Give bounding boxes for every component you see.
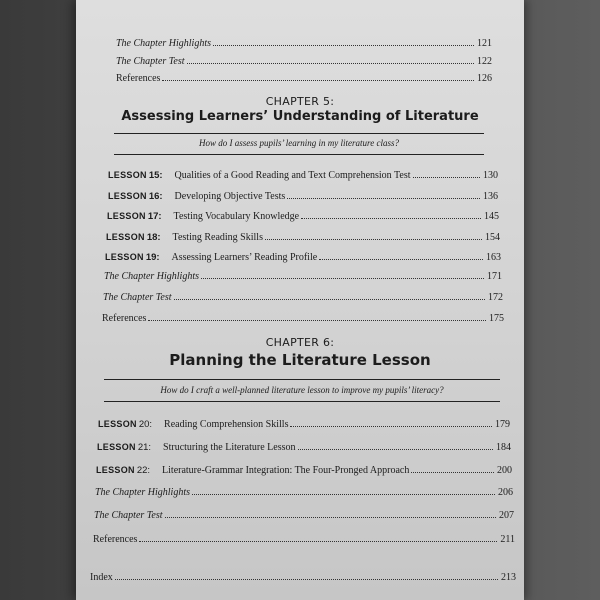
entry-title: The Chapter Test bbox=[116, 56, 185, 67]
lesson-page: 145 bbox=[484, 211, 499, 222]
entry-page: 121 bbox=[477, 38, 492, 49]
lesson-number: 15: bbox=[148, 170, 163, 181]
leader-dots bbox=[213, 45, 474, 46]
leader-dots bbox=[265, 239, 482, 240]
entry-page: 213 bbox=[501, 572, 516, 583]
leader-dots bbox=[162, 80, 474, 81]
entry-title: The Chapter Highlights bbox=[104, 271, 200, 282]
lesson-page: 130 bbox=[483, 170, 498, 181]
leader-dots bbox=[413, 177, 480, 178]
entry-page: 206 bbox=[498, 487, 513, 498]
toc-ch6-references bbox=[93, 534, 515, 546]
leader-dots bbox=[139, 541, 497, 542]
lesson-page: 163 bbox=[486, 252, 501, 263]
chapter-5-question: How do I assess pupils’ learning in my literature class? bbox=[199, 138, 399, 148]
lesson-label: LESSON bbox=[98, 419, 137, 429]
leader-dots bbox=[287, 198, 480, 199]
entry-title: The Chapter Highlights bbox=[95, 487, 191, 498]
leader-dots bbox=[192, 494, 495, 495]
entry-title: References bbox=[116, 73, 161, 84]
toc-ch5-references bbox=[102, 313, 504, 325]
entry-page: 171 bbox=[487, 271, 502, 282]
toc-lesson-22 bbox=[96, 464, 512, 477]
toc-page bbox=[76, 0, 524, 600]
toc-ch6-highlights bbox=[95, 487, 513, 499]
lesson-title: Developing Objective Tests bbox=[174, 191, 286, 202]
chapter-6-label: CHAPTER 6: bbox=[265, 336, 335, 349]
leader-dots bbox=[298, 449, 494, 450]
entry-page: 126 bbox=[477, 73, 492, 84]
chapter-5-title: Assessing Learners’ Understanding of Literature bbox=[121, 109, 479, 124]
lesson-title: Qualities of a Good Reading and Text Comprehension Test bbox=[174, 170, 411, 181]
entry-title: The Chapter Test bbox=[103, 292, 172, 303]
leader-dots bbox=[148, 320, 486, 321]
lesson-page: 184 bbox=[496, 442, 511, 453]
lesson-number: 18: bbox=[146, 232, 161, 243]
chapter-6-rule-top bbox=[104, 379, 500, 380]
lesson-label: LESSON bbox=[96, 465, 135, 475]
entry-title: The Chapter Highlights bbox=[116, 38, 212, 49]
chapter-6-rule-bottom bbox=[104, 401, 500, 402]
entry-title: Index bbox=[90, 572, 113, 583]
chapter-5-rule-top bbox=[114, 133, 484, 134]
entry-title: The Chapter Test bbox=[94, 510, 163, 521]
lesson-number: 16: bbox=[148, 191, 163, 202]
toc-lesson-17 bbox=[107, 210, 499, 223]
entry-page: 211 bbox=[500, 534, 515, 545]
entry-page: 175 bbox=[489, 313, 504, 324]
toc-lesson-18 bbox=[106, 231, 500, 244]
entry-title: References bbox=[102, 313, 147, 324]
toc-lesson-21 bbox=[97, 441, 511, 454]
leader-dots bbox=[319, 259, 483, 260]
toc-ch6-test bbox=[94, 510, 514, 522]
lesson-label: LESSON bbox=[108, 170, 147, 180]
leader-dots bbox=[290, 426, 492, 427]
lesson-number: 21: bbox=[137, 442, 152, 453]
lesson-page: 154 bbox=[485, 232, 500, 243]
toc-ch5-highlights bbox=[104, 271, 502, 283]
lesson-page: 179 bbox=[495, 419, 510, 430]
lesson-title: Structuring the Literature Lesson bbox=[163, 442, 296, 453]
chapter-5-label: CHAPTER 5: bbox=[265, 95, 335, 108]
entry-page: 122 bbox=[477, 56, 492, 67]
toc-lesson-15 bbox=[108, 169, 498, 182]
entry-title: References bbox=[93, 534, 138, 545]
toc-entry-prev-highlights bbox=[116, 38, 492, 50]
lesson-page: 136 bbox=[483, 191, 498, 202]
lesson-title: Testing Vocabulary Knowledge bbox=[173, 211, 300, 222]
lesson-label: LESSON bbox=[106, 232, 145, 242]
entry-page: 207 bbox=[499, 510, 514, 521]
chapter-5-rule-bottom bbox=[114, 154, 484, 155]
toc-entry-prev-references bbox=[116, 73, 492, 85]
toc-ch5-test bbox=[103, 292, 503, 304]
chapter-6-title: Planning the Literature Lesson bbox=[169, 351, 431, 369]
chapter-6-question: How do I craft a well-planned literature lesson to improve my pupils’ literacy? bbox=[160, 385, 444, 395]
toc-lesson-19 bbox=[105, 251, 501, 264]
lesson-title: Assessing Learners’ Reading Profile bbox=[171, 252, 318, 263]
leader-dots bbox=[411, 472, 494, 473]
lesson-label: LESSON bbox=[107, 211, 146, 221]
leader-dots bbox=[115, 579, 498, 580]
lesson-number: 22: bbox=[136, 465, 151, 476]
leader-dots bbox=[174, 299, 485, 300]
leader-dots bbox=[165, 517, 496, 518]
lesson-page: 200 bbox=[497, 465, 512, 476]
lesson-title: Literature-Grammar Integration: The Four-Pronged Approach bbox=[162, 465, 410, 476]
toc-entry-prev-test bbox=[116, 56, 492, 68]
lesson-title: Reading Comprehension Skills bbox=[164, 419, 289, 430]
lesson-number: 17: bbox=[147, 211, 162, 222]
leader-dots bbox=[201, 278, 484, 279]
lesson-label: LESSON bbox=[105, 252, 144, 262]
toc-index bbox=[90, 572, 516, 584]
leader-dots bbox=[187, 63, 474, 64]
leader-dots bbox=[301, 218, 481, 219]
entry-page: 172 bbox=[488, 292, 503, 303]
toc-lesson-20 bbox=[98, 418, 510, 431]
lesson-label: LESSON bbox=[97, 442, 136, 452]
lesson-number: 20: bbox=[138, 419, 153, 430]
lesson-number: 19: bbox=[145, 252, 160, 263]
toc-lesson-16 bbox=[108, 190, 498, 203]
lesson-title: Testing Reading Skills bbox=[172, 232, 263, 243]
lesson-label: LESSON bbox=[108, 191, 147, 201]
